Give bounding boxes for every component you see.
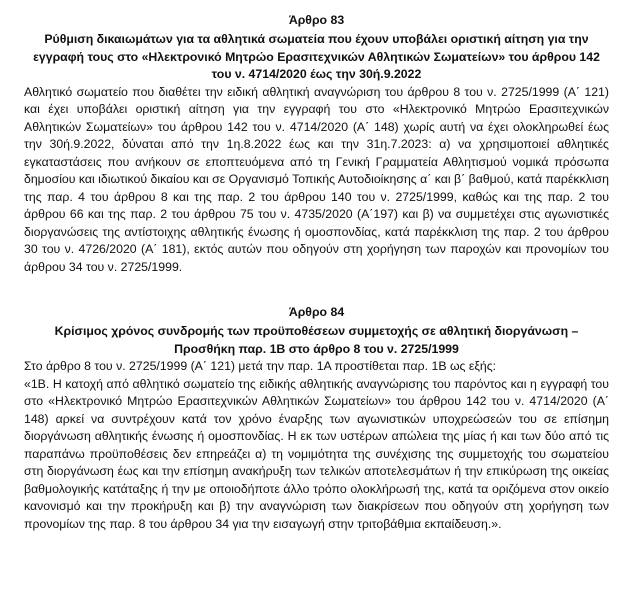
- article-84: [24, 304, 609, 533]
- article-paragraph: «1Β. Η κατοχή από αθλητικό σωματείο της ειδικής αθλητικής αναγνώρισης του παρόντος και η εγγραφή του στο «Ηλεκτρονικό Μητρώο Ερασιτεχνικών Αθλητικών Σωματείων» του άρθρου 142 του ν. 4714/2020 (Α΄ 148) αρκεί να συντρέχουν κατά τον χρόνο έναρξης των αγωνιστικών υποχρεώσεών του σε επίσημη διοργάνωση αθλητικής ένωσης ή ομοσπονδίας. Η εκ των υστέρων απώλεια της μίας ή και των δύο από τις παραπάνω προϋποθέσεις δεν επηρεάζει α) τη νομιμότητα της συνέχισης της συμμετοχής του σωματείου στη διοργάνωση έως και την επίσημη ανακήρυξη των τελικών αποτελεσμάτων ή την επικύρωση της οικείας βαθμολογικής κατάταξης ή την με οποιοδήποτε άλλο τρόπο ολοκλήρωσή της, κατά τα οριζόμενα στον οικείο κανονισμό και την προκήρυξη και β) την αναγνώριση των διακρίσεων που οδηγούν στη χορήγηση των προνομίων της παρ. 8 του άρθρου 34 για την εισαγωγή στην τριτοβάθμια εκπαίδευση.».: [24, 376, 609, 531]
- article-number: Άρθρο 83: [288, 13, 345, 27]
- article-separator: [24, 276, 609, 304]
- article-title: Κρίσιμος χρόνος συνδρομής των προϋποθέσεων συμμετοχής σε αθλητική διοργάνωση – Προσθήκη παρ. 1Β στο άρθρο 8 του ν. 2725/1999: [54, 324, 579, 356]
- article-paragraph: Στο άρθρο 8 του ν. 2725/1999 (Α΄ 121) μετά την παρ. 1Α προστίθεται παρ. 1Β ως εξής:: [24, 359, 497, 373]
- article-title: Ρύθμιση δικαιωμάτων για τα αθλητικά σωματεία που έχουν υποβάλει οριστική αίτηση για την εγγραφή τους στο «Ηλεκτρονικό Μητρώο Ερασιτεχνικών Αθλητικών Σωματείων» του άρθρου 142 του ν. 4714/2020 έως την 30ή.9.2022: [33, 32, 600, 81]
- article-paragraph: Αθλητικό σωματείο που διαθέτει την ειδική αθλητική αναγνώριση του άρθρου 8 του ν. 2725/1999 (Α΄ 121) και έχει υποβάλει οριστική αίτηση για την εγγραφή του στο «Ηλεκτρονικό Μητρώο Ερασιτεχνικών Αθλητικών Σωματείων» του άρθρου 142 του ν. 4714/2020 (Α΄ 148) χωρίς αυτή να έχει ολοκληρωθεί έως την 30ή.9.2022, δύναται από την 1η.8.2022 έως και την 31η.7.2023: α) να χρησιμοποιεί αθλητικές εγκαταστάσεις που ανήκουν σε εποπτευόμενα από τη Γενική Γραμματεία Αθλητισμού νομικά πρόσωπα δημοσίου και ιδιωτικού δικαίου και σε Οργανισμό Τοπικής Αυτοδιοίκησης α΄ και β΄ βαθμού, κατά παρέκκλιση της παρ. 4 του άρθρου 8 και της παρ. 2 του άρθρου 140 του ν. 2725/1999, καθώς και της παρ. 2 του άρθρου 66 και της παρ. 2 του άρθρου 75 του ν. 4735/2020 (Α΄197) και β) να συμμετέχει στις αγωνιστικές διοργανώσεις της αντίστοιχης αθλητικής ένωσης ή ομοσπονδίας, κατά παρέκκλιση της παρ. 2 του άρθρου 30 του ν. 4726/2020 (Α΄ 181), εκτός αυτών που οδηγούν στη χορήγηση των παροχών και προνομίων του άρθρου 34 του ν. 2725/1999.: [24, 84, 609, 274]
- article-number: Άρθρο 84: [288, 305, 345, 319]
- article-83: [24, 12, 609, 276]
